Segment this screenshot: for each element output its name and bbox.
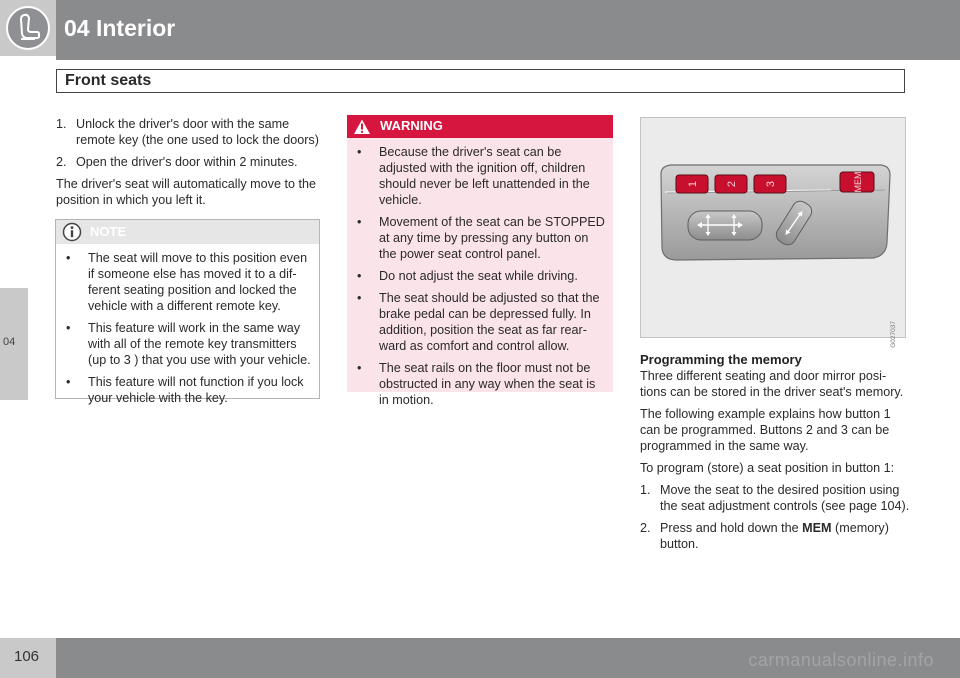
left-column bbox=[56, 116, 322, 214]
warning-item: • The seat rails on the floor must not be obstructed in any way when the seat is in motion. bbox=[357, 361, 596, 407]
memory-button-2 bbox=[715, 175, 747, 193]
page-number-box bbox=[0, 638, 56, 678]
page-number: 106 bbox=[14, 648, 40, 665]
warning-triangle-icon bbox=[352, 117, 372, 136]
step-number: 1. bbox=[56, 117, 67, 131]
step-text bbox=[660, 521, 889, 551]
memory-button-1 bbox=[676, 175, 708, 193]
warning-item-text: Because the driver's seat can be adjusted with the ignition off, children should never be left unattended in the vehicle. bbox=[379, 145, 590, 207]
chapter-tab bbox=[0, 288, 28, 400]
note-item-text: This feature will not function if you lock your vehicle with the key. bbox=[88, 375, 304, 405]
step-number: 2. bbox=[640, 521, 651, 535]
seat-cushion-control bbox=[688, 211, 762, 240]
note-list bbox=[56, 244, 319, 406]
step-text: Unlock the driver's door with the same remote key (the one used to lock the doors) bbox=[76, 117, 319, 147]
section-title: Front seats bbox=[65, 72, 152, 89]
chapter-tab-label: 04 bbox=[3, 336, 16, 348]
note-item: • This feature will not function if you lock your vehicle with the key. bbox=[66, 375, 304, 405]
step-text: Move the seat to the desired position using the seat adjustment controls (see page 104). bbox=[660, 483, 910, 513]
warning-item-text: The seat should be adjusted so that the brake pedal can be depressed fully. In addition, position the seat as far rear-ward as comfort and control allow. bbox=[379, 291, 600, 353]
warning-item: • Because the driver's seat can be adjusted with the ignition off, children should never be left unattended in the vehicle. bbox=[357, 145, 590, 207]
note-title: NOTE bbox=[90, 224, 127, 239]
step-number: 2. bbox=[56, 155, 67, 169]
footer-bar bbox=[0, 638, 960, 678]
right-column bbox=[640, 352, 910, 558]
warning-item-text: Do not adjust the seat while driving. bbox=[379, 269, 578, 283]
seat-control-panel-illustration bbox=[640, 117, 906, 348]
mem-button bbox=[840, 172, 874, 193]
memory-button-3 bbox=[754, 175, 786, 193]
body-paragraph: To program (store) a seat position in button 1: bbox=[640, 461, 895, 475]
step-item bbox=[56, 154, 322, 170]
memory-button-2-label: 2 bbox=[726, 180, 738, 188]
body-paragraph: The following example explains how button 1 can be programmed. Buttons 2 and 3 can be programmed in the same way. bbox=[640, 407, 891, 453]
body-paragraph: The driver's seat will automatically move to the position in which you left it. bbox=[56, 177, 316, 207]
note-header bbox=[56, 220, 319, 244]
chapter-title: 04 Interior bbox=[64, 15, 176, 41]
mem-bold-label: MEM bbox=[802, 521, 832, 535]
figure-code: G027037 bbox=[890, 321, 897, 348]
step-text-part: Press and hold down the bbox=[660, 521, 803, 535]
warning-list bbox=[347, 138, 613, 408]
step-text-part: (memory) button. bbox=[660, 521, 889, 551]
note-item: • The seat will move to this position even if someone else has moved it to a dif-ferent seating position and locked the vehicle with a different remote key. bbox=[66, 251, 308, 313]
warning-item-text: Movement of the seat can be STOPPED at any time by pressing any button on the power seat control panel. bbox=[379, 215, 605, 261]
side-margin bbox=[0, 56, 56, 638]
chapter-icon-box bbox=[0, 0, 56, 56]
mem-button-label: MEM bbox=[853, 171, 863, 193]
note-box bbox=[55, 219, 320, 405]
warning-box bbox=[347, 115, 613, 407]
section-header bbox=[56, 69, 905, 93]
seat-icon bbox=[6, 6, 50, 50]
section-heading: Programming the memory bbox=[640, 352, 802, 367]
control-panel-drawing bbox=[641, 118, 905, 337]
warning-item: • The seat should be adjusted so that the brake pedal can be depressed fully. In addition, position the seat as far rear-ward as comfort and control allow. bbox=[357, 291, 600, 353]
step-text: Open the driver's door within 2 minutes. bbox=[76, 155, 298, 169]
header-bar bbox=[0, 0, 960, 60]
memory-button-3-label: 3 bbox=[765, 180, 777, 188]
step-number: 1. bbox=[640, 483, 651, 497]
warning-header bbox=[347, 115, 613, 138]
info-icon bbox=[62, 222, 82, 242]
step-item bbox=[640, 482, 910, 514]
note-item-text: The seat will move to this position even if someone else has moved it to a dif-ferent seating position and locked the vehicle with a different remote key. bbox=[88, 251, 308, 313]
memory-button-1-label: 1 bbox=[687, 180, 699, 188]
body-paragraph: Three different seating and door mirror posi-tions can be stored in the driver seat's memory. bbox=[640, 369, 904, 399]
step-item bbox=[56, 116, 322, 148]
watermark: carmanualsonline.info bbox=[748, 650, 934, 670]
warning-item-text: The seat rails on the floor must not be obstructed in any way when the seat is in motion. bbox=[379, 361, 596, 407]
step-item bbox=[640, 520, 910, 552]
warning-item: • Do not adjust the seat while driving. bbox=[357, 269, 578, 283]
note-item: • This feature will work in the same way with all of the remote key transmitters (up to 3 ) that you use with your vehicle. bbox=[66, 321, 311, 367]
warning-item: • Movement of the seat can be STOPPED at any time by pressing any button on the power seat control panel. bbox=[357, 215, 605, 261]
warning-title: WARNING bbox=[380, 118, 443, 133]
note-item-text: This feature will work in the same way with all of the remote key transmitters (up to 3 ) that you use with your vehicle. bbox=[88, 321, 311, 367]
